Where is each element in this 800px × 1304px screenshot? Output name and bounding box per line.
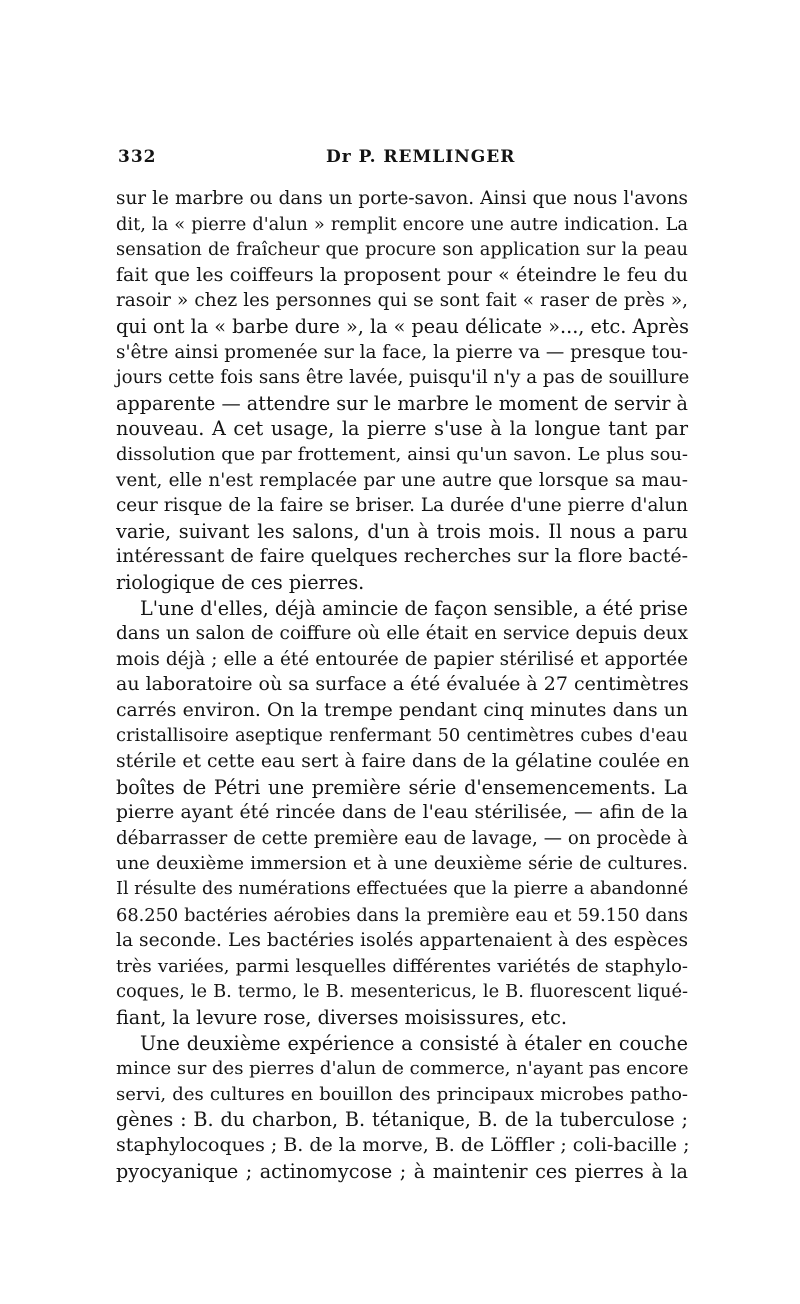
text-line: varie, suivant les salons, d'un à trois mois. Il nous a paru — [116, 519, 688, 543]
text-line: dissolution que par frottement, ainsi qu'un savon. Le plus sou- — [116, 443, 688, 465]
text-line: carrés environ. On la trempe pendant cinq minutes dans un — [116, 699, 688, 721]
text-line: cristallisoire aseptique renfermant 50 centimètres cubes d'eau — [116, 725, 688, 747]
text-line: s'être ainsi promenée sur la face, la pierre va — presque tou- — [116, 341, 688, 363]
running-head: Dr P. REMLINGER — [326, 147, 516, 167]
text-line: riologique de ces pierres. — [116, 570, 365, 594]
text-line: pyocyanique ; actinomycose ; à maintenir ces pierres à la — [116, 1159, 688, 1183]
text-line: fiant, la levure rose, diverses moisissures, etc. — [116, 1006, 567, 1029]
text-line: la seconde. Les bactéries isolés appartenaient à des espèces — [116, 930, 688, 952]
text-line: apparente — attendre sur le marbre le moment de servir à — [116, 391, 688, 415]
text-line: ceur risque de la faire se briser. La durée d'une pierre d'alun — [116, 495, 688, 517]
text-line: mois déjà ; elle a été entourée de papier stérilisé et apportée — [116, 648, 688, 670]
text-line: boîtes de Pétri une première série d'ensemencements. La — [116, 775, 688, 799]
text-line: servi, des cultures en bouillon des principaux microbes patho- — [116, 1083, 688, 1105]
text-line: dit, la « pierre d'alun » remplit encore une autre indication. La — [116, 213, 688, 235]
text-line: jours cette fois sans être lavée, puisqu'il n'y a pas de souillure — [116, 367, 690, 389]
text-line: pierre ayant été rincée dans de l'eau stérilisée, — afin de la — [116, 802, 688, 824]
text-line: Il résulte des numérations effectuées que la pierre a abandonné — [116, 879, 689, 900]
body-text — [116, 186, 688, 1184]
text-line: sensation de fraîcheur que procure son application sur la peau — [116, 239, 688, 261]
text-line: coques, le B. termo, le B. mesentericus, le B. fluorescent liqué- — [116, 981, 688, 1003]
paragraph-3 — [116, 1031, 688, 1185]
text-line: dans un salon de coiffure où elle était en service depuis deux — [116, 623, 688, 645]
text-line: Une deuxième expérience a consisté à étaler en couche — [140, 1031, 688, 1055]
paragraph-2 — [116, 596, 688, 1031]
text-line: fait que les coiffeurs la proposent pour « éteindre le feu du — [116, 263, 688, 286]
page-header — [118, 147, 698, 171]
text-line: vent, elle n'est remplacée par une autre que lorsque sa mau- — [116, 469, 688, 491]
text-line: staphylocoques ; B. de la morve, B. de Löffler ; coli-bacille ; — [116, 1133, 690, 1156]
text-line: au laboratoire où sa surface a été évaluée à 27 centimètres — [116, 673, 689, 696]
text-line: mince sur des pierres d'alun de commerce, n'ayant pas encore — [116, 1058, 689, 1080]
page-number: 332 — [118, 147, 157, 167]
text-line: intéressant de faire quelques recherches sur la flore bacté- — [116, 545, 688, 568]
text-line: débarrasser de cette première eau de lavage, — on procède à — [116, 827, 688, 849]
text-line: très variées, parmi lesquelles différentes variétés de staphylo- — [116, 955, 688, 977]
text-line: gènes : B. du charbon, B. tétanique, B. de la tuberculose ; — [116, 1108, 688, 1132]
text-line: une deuxième immersion et à une deuxième série de cultures. — [116, 853, 688, 875]
text-line: L'une d'elles, déjà amincie de façon sensible, a été prise — [140, 596, 688, 620]
text-line: nouveau. A cet usage, la pierre s'use à la longue tant par — [116, 417, 688, 441]
text-line: stérile et cette eau sert à faire dans de la gélatine coulée en — [116, 751, 690, 773]
text-line: 68.250 bactéries aérobies dans la première eau et 59.150 dans — [116, 904, 688, 926]
text-line: sur le marbre ou dans un porte-savon. Ainsi que nous l'avons — [116, 188, 688, 209]
paragraph-1 — [116, 186, 688, 596]
text-line: qui ont la « barbe dure », la « peau délicate »..., etc. Après — [116, 314, 690, 338]
text-line: rasoir » chez les personnes qui se sont fait « raser de près », — [116, 290, 688, 312]
